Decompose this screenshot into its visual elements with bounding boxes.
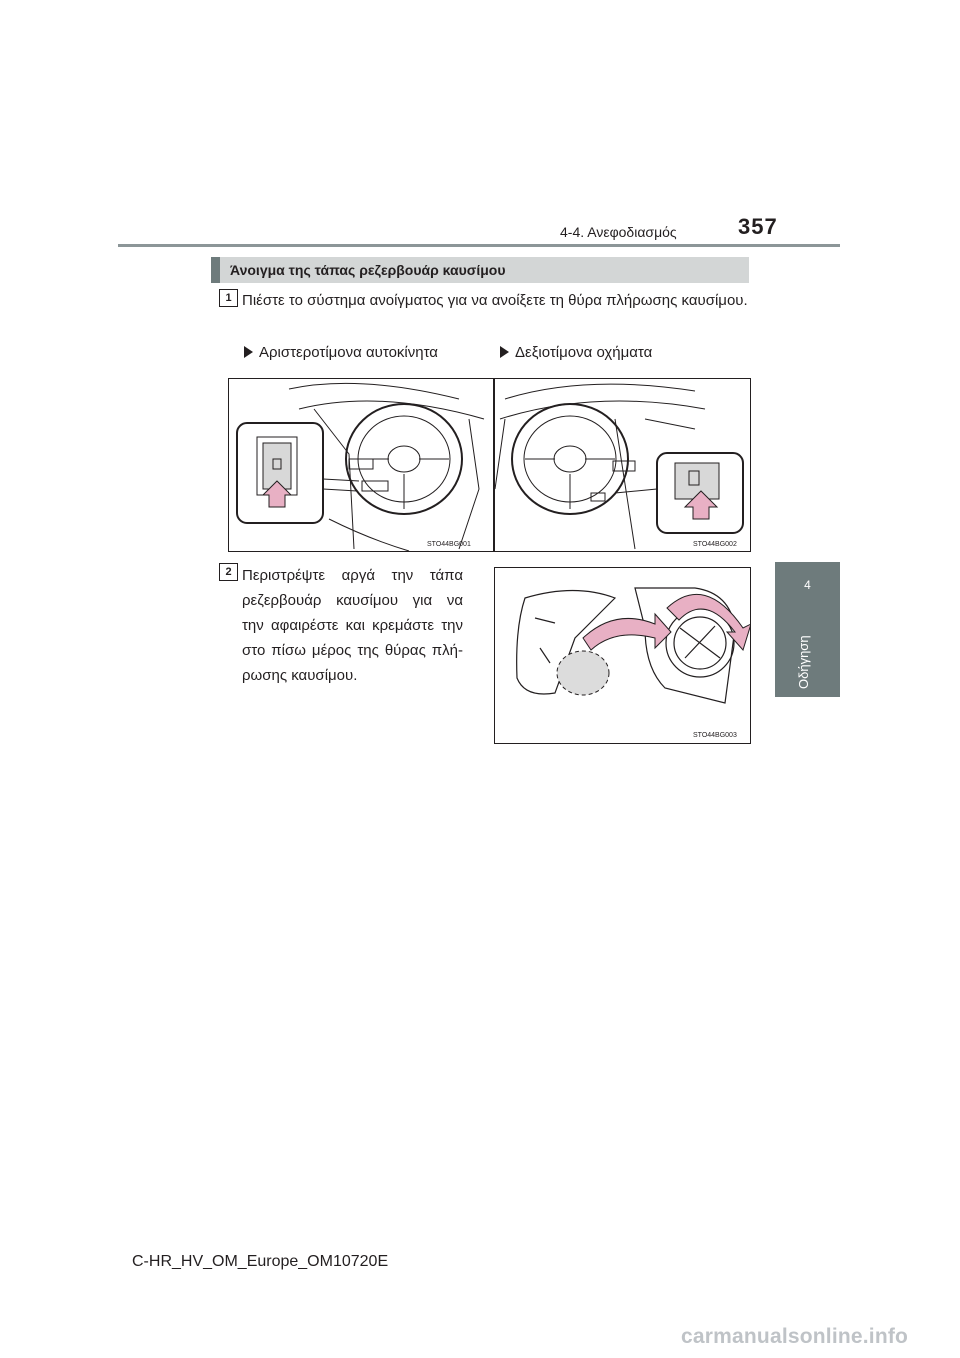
- chapter-tab-label: Οδήγηση: [796, 635, 811, 689]
- step-number-1: 1: [219, 289, 238, 307]
- step-2-line: ρωσης καυσίμου.: [242, 667, 358, 684]
- dashboard-illustration-icon: [495, 379, 750, 551]
- fuel-cap-illustration-icon: [495, 568, 750, 743]
- page-number: 357: [738, 214, 778, 239]
- step-1-text: Πιέστε το σύστημα ανοίγματος για να ανοίξετε τη θύρα πλήρωσης καυσίμου.: [242, 292, 748, 309]
- chapter-tab-number: 4: [804, 578, 811, 592]
- figure-rhd-dashboard: [494, 378, 751, 552]
- dashboard-illustration-icon: [229, 379, 493, 551]
- step-2-line: την αφαιρέστε και κρεμάστε την: [242, 617, 463, 634]
- variant-right-hand-drive: [500, 344, 652, 361]
- header-rule: [118, 244, 840, 247]
- figure-lhd-dashboard: [228, 378, 494, 552]
- figure-1-code: STO44BG001: [427, 541, 471, 548]
- section-label: 4-4. Ανεφοδιασμός: [560, 224, 677, 240]
- step-2-text: [242, 563, 463, 688]
- figure-fuel-cap: [494, 567, 751, 744]
- section-heading-accent: [211, 257, 220, 283]
- step-2-line: ρεζερβουάρ καυσίμου για να: [242, 592, 463, 609]
- variant-left-hand-drive: [244, 344, 438, 361]
- variant-right-label: Δεξιοτίμονα οχήματα: [515, 344, 653, 361]
- triangle-bullet-icon: [500, 346, 509, 358]
- watermark-link[interactable]: carmanualsonline.info: [681, 1325, 909, 1348]
- figure-2-code: STO44BG002: [693, 541, 737, 548]
- step-2-line: Περιστρέψτε αργά την τάπα: [242, 567, 463, 584]
- variant-left-label: Αριστεροτίμονα αυτοκίνητα: [259, 344, 438, 361]
- document-id: C-HR_HV_OM_Europe_OM10720E: [132, 1253, 389, 1270]
- step-2-line: στο πίσω μέρος της θύρας πλή-: [242, 642, 463, 659]
- section-heading: Άνοιγμα της τάπας ρεζερβουάρ καυσίμου: [230, 262, 506, 278]
- triangle-bullet-icon: [244, 346, 253, 358]
- figure-3-code: STO44BG003: [693, 732, 737, 739]
- step-number-2: 2: [219, 563, 238, 581]
